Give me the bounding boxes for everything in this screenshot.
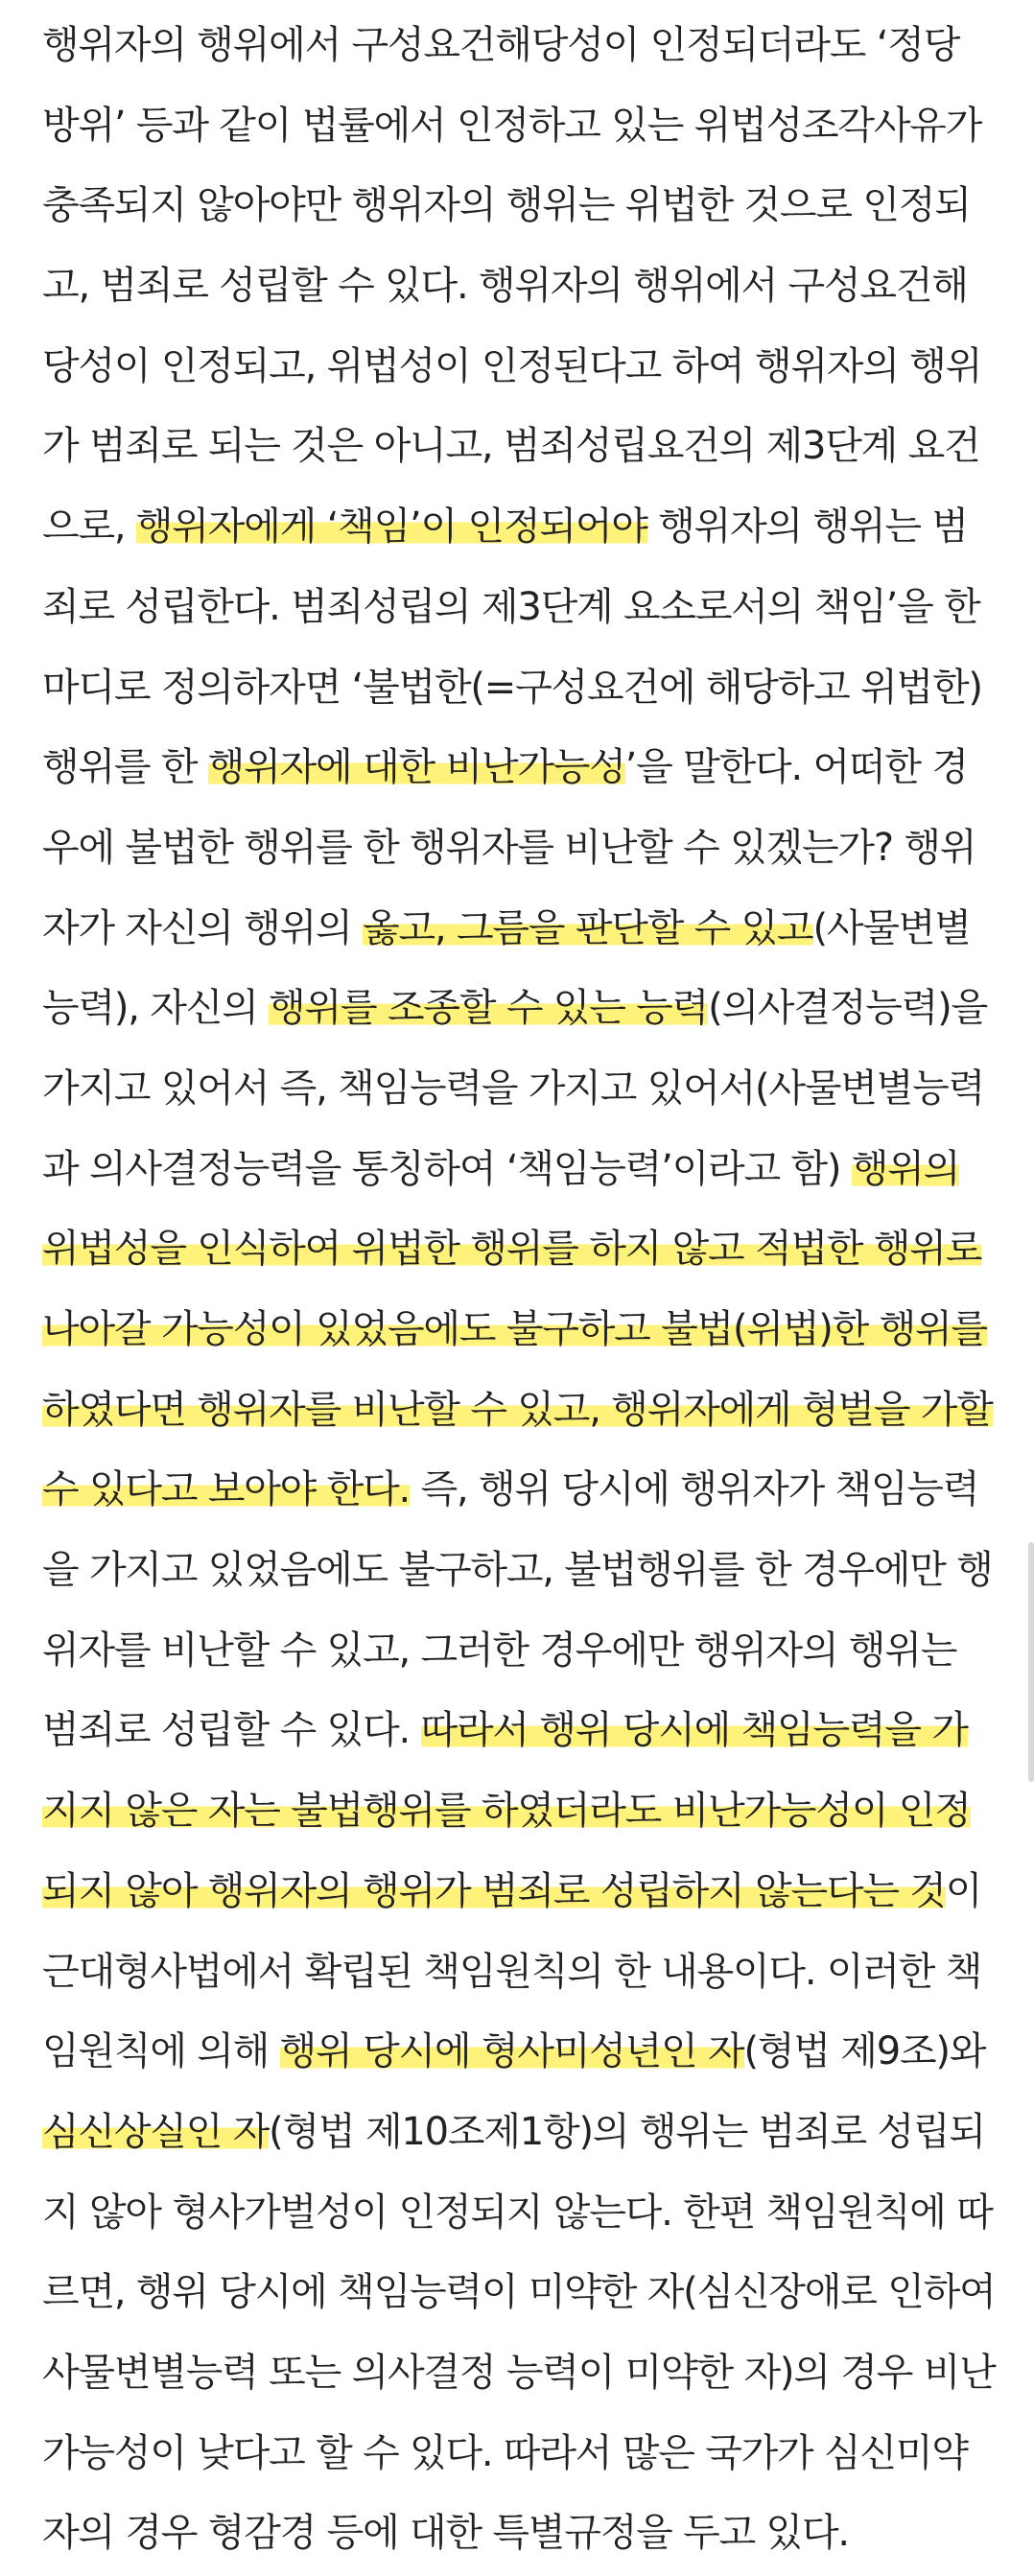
highlighted-text: 따라서 행위 당시에 책임능력을 가 xyxy=(420,1708,968,1753)
text-segment: 즉, 행위 당시에 행위자가 책임능력 xyxy=(410,1467,979,1512)
text-line xyxy=(42,1049,1001,1130)
text-segment: (의사결정능력)을 xyxy=(708,986,987,1031)
highlighted-text: 되지 않아 행위자의 행위가 범죄로 성립하지 않는다는 것 xyxy=(42,1868,946,1913)
highlighted-text: 행위 당시에 형사미성년인 자 xyxy=(279,2029,744,2074)
text-line xyxy=(42,889,1001,970)
text-segment: 자가 자신의 행위의 xyxy=(42,905,364,950)
highlighted-text: 행위를 조종할 수 있는 능력 xyxy=(269,986,709,1031)
text-line xyxy=(42,808,1001,889)
text-segment: 자의 경우 형감경 등에 대한 특별규정을 두고 있다. xyxy=(42,2511,849,2556)
text-line xyxy=(42,487,1001,568)
text-segment: 행위를 한 xyxy=(42,745,208,790)
text-segment: 행위자의 행위에서 구성요건해당성이 인정되더라도 ‘정당 xyxy=(42,23,960,67)
text-segment: 마디로 정의하자면 ‘불법한(=구성요건에 해당하고 위법한) xyxy=(42,665,982,710)
text-segment: 충족되지 않아야만 행위자의 행위는 위법한 것으로 인정되 xyxy=(42,183,971,228)
text-segment: 능력), 자신의 xyxy=(42,986,270,1031)
text-line xyxy=(42,407,1001,487)
text-line xyxy=(42,1209,1001,1290)
text-segment: 위자를 비난할 수 있고, 그러한 경우에만 행위자의 행위는 xyxy=(42,1628,957,1673)
text-line xyxy=(42,1852,1001,1932)
highlighted-text: 위법성을 인식하여 위법한 행위를 하지 않고 적법한 행위로 xyxy=(42,1227,982,1272)
text-line xyxy=(42,2414,1001,2494)
highlighted-text: 나아갈 가능성이 있었음에도 불구하고 불법(위법)한 행위를 xyxy=(42,1307,987,1351)
highlighted-text: 하였다면 행위자를 비난할 수 있고, 행위자에게 형벌을 가할 xyxy=(42,1387,993,1432)
text-line xyxy=(42,166,1001,246)
text-line xyxy=(42,2333,1001,2414)
text-segment: 고, 범죄로 성립할 수 있다. 행위자의 행위에서 구성요건해 xyxy=(42,264,968,309)
text-segment: 행위자의 행위는 범 xyxy=(646,504,968,550)
text-line xyxy=(42,1370,1001,1451)
text-line xyxy=(42,969,1001,1049)
text-line xyxy=(42,1450,1001,1531)
highlighted-text: 행위의 xyxy=(851,1146,960,1191)
text-segment: 사물변별능력 또는 의사결정 능력이 미약한 자)의 경우 비난 xyxy=(42,2350,996,2395)
text-line xyxy=(42,1932,1001,2013)
text-line xyxy=(42,2253,1001,2333)
text-line xyxy=(42,1691,1001,1771)
text-line xyxy=(42,1290,1001,1370)
text-segment: 우에 불법한 행위를 한 행위자를 비난할 수 있겠는가? 행위 xyxy=(42,825,976,870)
highlighted-text: 지지 않은 자는 불법행위를 하였더라도 비난가능성이 인정 xyxy=(42,1789,971,1834)
text-line xyxy=(42,2494,1001,2574)
text-segment: 죄로 성립한다. 범죄성립의 제3단계 요소로서의 책임’을 한 xyxy=(42,584,980,629)
text-segment: (사물변별 xyxy=(812,905,971,950)
text-line xyxy=(42,6,1001,86)
text-segment: 근대형사법에서 확립된 책임원칙의 한 내용이다. 이러한 책 xyxy=(42,1949,982,1994)
text-line xyxy=(42,86,1001,167)
text-line xyxy=(42,2093,1001,2173)
highlighted-text: 심신상실인 자 xyxy=(42,2109,270,2154)
text-line xyxy=(42,1771,1001,1852)
text-line xyxy=(42,1130,1001,1210)
text-segment: (형법 제9조)와 xyxy=(743,2029,986,2074)
text-line xyxy=(42,568,1001,648)
highlighted-text: 행위자에게 ‘책임’이 인정되어야 xyxy=(135,504,647,550)
text-segment: 르면, 행위 당시에 책임능력이 미약한 자(심신장애로 인하여 xyxy=(42,2270,996,2315)
text-segment: 임원칙에 의해 xyxy=(42,2029,280,2074)
text-segment: 으로, xyxy=(42,504,136,550)
text-segment: 범죄로 성립할 수 있다. xyxy=(42,1708,421,1753)
text-line xyxy=(42,728,1001,808)
text-segment: 가지고 있어서 즉, 책임능력을 가지고 있어서(사물변별능력 xyxy=(42,1066,985,1111)
highlighted-text: 수 있다고 보아야 한다. xyxy=(42,1467,411,1512)
text-segment: 당성이 인정되고, 위법성이 인정된다고 하여 행위자의 행위 xyxy=(42,343,982,388)
text-line xyxy=(42,2012,1001,2093)
article-body xyxy=(42,0,1001,2574)
text-line xyxy=(42,327,1001,408)
vertical-scrollbar[interactable] xyxy=(1028,1542,1034,1782)
text-segment: 을 가지고 있었음에도 불구하고, 불법행위를 한 경우에만 행 xyxy=(42,1548,993,1593)
text-segment: 과 의사결정능력을 통칭하여 ‘책임능력’이라고 함) xyxy=(42,1146,852,1191)
text-line xyxy=(42,1611,1001,1692)
text-segment: 가 범죄로 되는 것은 아니고, 범죄성립요건의 제3단계 요건 xyxy=(42,424,980,469)
highlighted-text: 옳고, 그름을 판단할 수 있고 xyxy=(363,905,813,950)
text-segment: 이 xyxy=(945,1868,982,1913)
text-line xyxy=(42,1531,1001,1611)
highlighted-text: 행위자에 대한 비난가능성 xyxy=(207,745,625,790)
text-segment: 지 않아 형사가벌성이 인정되지 않는다. 한편 책임원칙에 따 xyxy=(42,2190,993,2235)
text-segment: ’을 말한다. 어떠한 경 xyxy=(624,745,968,790)
text-line xyxy=(42,2173,1001,2254)
text-segment: 방위’ 등과 같이 법률에서 인정하고 있는 위법성조각사유가 xyxy=(42,103,982,148)
text-line xyxy=(42,246,1001,327)
text-segment: 가능성이 낮다고 할 수 있다. 따라서 많은 국가가 심신미약 xyxy=(42,2430,968,2475)
text-segment: (형법 제10조제1항)의 행위는 범죄로 성립되 xyxy=(269,2109,985,2154)
text-line xyxy=(42,648,1001,729)
